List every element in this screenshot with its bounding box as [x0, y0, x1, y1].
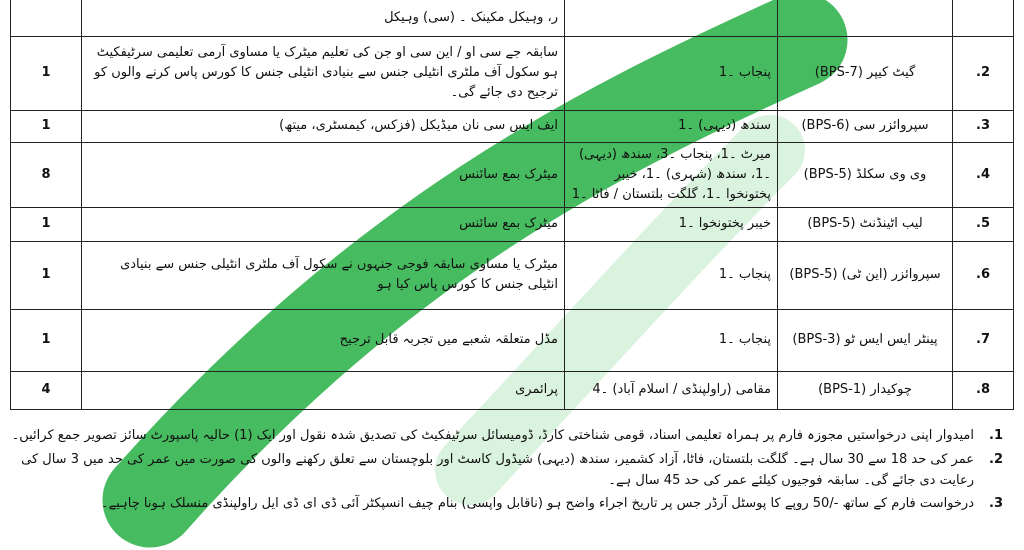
notes-section: [10, 426, 1014, 518]
note-number: 2.: [989, 451, 1003, 467]
note-text: درخواست فارم کے ساتھ -/50 روپے کا پوسٹل آرڈر جس پر تاریخ اجراء واضح ہو (ناقابل واپسی) بنام چیف انسپکٹر آئی ڈی ای ڈی ایل راولپنڈی منسلک ہونا چاہیے۔: [101, 496, 974, 512]
quota: پنجاب ۔1: [565, 309, 778, 371]
post-name: چوکیدار (BPS-1): [778, 371, 953, 409]
qualification: پرائمری: [82, 371, 565, 409]
post-count: 1: [11, 110, 82, 142]
post-count: 8: [11, 142, 82, 207]
table-row: [11, 142, 1014, 207]
table-row: [11, 207, 1014, 241]
qualification: سابقہ جے سی او / این سی او جن کی تعلیم میٹرک یا مساوی آرمی تعلیمی سرٹیفکیٹ ہو سکول آف ملٹری انٹیلی جنس سے بنیادی انٹیلی جنس کا کورس پاس کرنے والوں کو ترجیح دی جائے گی۔: [82, 36, 565, 110]
row-number: 4.: [953, 142, 1014, 207]
post-name: سپروائزر سی (BPS-6): [778, 110, 953, 142]
qualification: میٹرک یا مساوی سابقہ فوجی جنہوں نے سکول آف ملٹری انٹیلی جنس سے بنیادی انٹیلی جنس کا کورس پاس کیا ہو: [82, 241, 565, 309]
note-item: [10, 494, 1014, 515]
post-name: [778, 0, 953, 36]
table-row: [11, 110, 1014, 142]
note-item: [10, 426, 1014, 447]
table-row: [11, 241, 1014, 309]
table-row: [11, 309, 1014, 371]
table-row: [11, 0, 1014, 36]
post-name: وی وی سکلڈ (BPS-5): [778, 142, 953, 207]
quota: پنجاب ۔1: [565, 36, 778, 110]
post-count: 1: [11, 207, 82, 241]
qualification: میٹرک بمع سائنس: [82, 142, 565, 207]
quota: مقامی (راولپنڈی / اسلام آباد) ۔4: [565, 371, 778, 409]
post-count: 1: [11, 241, 82, 309]
post-name: لیب اٹینڈنٹ (BPS-5): [778, 207, 953, 241]
row-number: 7.: [953, 309, 1014, 371]
table-row: [11, 371, 1014, 409]
quota: سندھ (دیہی) ۔1: [565, 110, 778, 142]
table-row: [11, 36, 1014, 110]
post-count: 1: [11, 36, 82, 110]
note-number: 1.: [989, 428, 1003, 443]
row-number: 2.: [953, 36, 1014, 110]
quota: میرٹ ۔1، پنجاب ۔3، سندھ (دیہی) ۔1، سندھ (شہری) ۔1، خیبر پختونخوا ۔1، گلگت بلتستان / فاٹا ۔1: [565, 142, 778, 207]
note-item: [10, 450, 1014, 492]
row-number: 6.: [953, 241, 1014, 309]
qualification: ر، وہیکل مکینک ۔ (سی) وہیکل: [82, 0, 565, 36]
qualification: مڈل متعلقہ شعبے میں تجربہ قابل ترجیح: [82, 309, 565, 371]
quota: خیبر پختونخوا ۔1: [565, 207, 778, 241]
post-name: پینٹر ایس ایس ٹو (BPS-3): [778, 309, 953, 371]
post-count: [11, 0, 82, 36]
note-text: امیدوار اپنی درخواستیں مجوزہ فارم پر ہمراہ تعلیمی اسناد، قومی شناختی کارڈ، ڈومیسائل سرٹیفکیٹ کی تصدیق شدہ نقول اور ایک (1) حالیہ پاسپورٹ سائز تصویر جمع کرائیں۔: [11, 428, 974, 443]
jobs-table: [10, 0, 1014, 410]
row-number: 8.: [953, 371, 1014, 409]
note-number: 3.: [989, 496, 1003, 512]
post-count: 1: [11, 309, 82, 371]
qualification: ایف ایس سی نان میڈیکل (فزکس، کیمسٹری، میتھ): [82, 110, 565, 142]
quota: پنجاب ۔1: [565, 241, 778, 309]
row-number: [953, 0, 1014, 36]
qualification: میٹرک بمع سائنس: [82, 207, 565, 241]
row-number: 5.: [953, 207, 1014, 241]
post-name: گیٹ کیپر (BPS-7): [778, 36, 953, 110]
quota: [565, 0, 778, 36]
note-text: عمر کی حد 18 سے 30 سال ہے۔ گلگت بلتستان، فاٹا، آزاد کشمیر، سندھ (دیہی) شیڈول کاسٹ اور بلوچستان سے تعلق رکھنے والوں کی صورت میں عمر کی حد میں 3 سال کی رعایت دی جائے گی۔ سابقہ فوجیوں کیلئے عمر کی حد 45 سال ہے۔: [21, 451, 974, 488]
post-count: 4: [11, 371, 82, 409]
post-name: سپروائزر (این ٹی) (BPS-5): [778, 241, 953, 309]
row-number: 3.: [953, 110, 1014, 142]
